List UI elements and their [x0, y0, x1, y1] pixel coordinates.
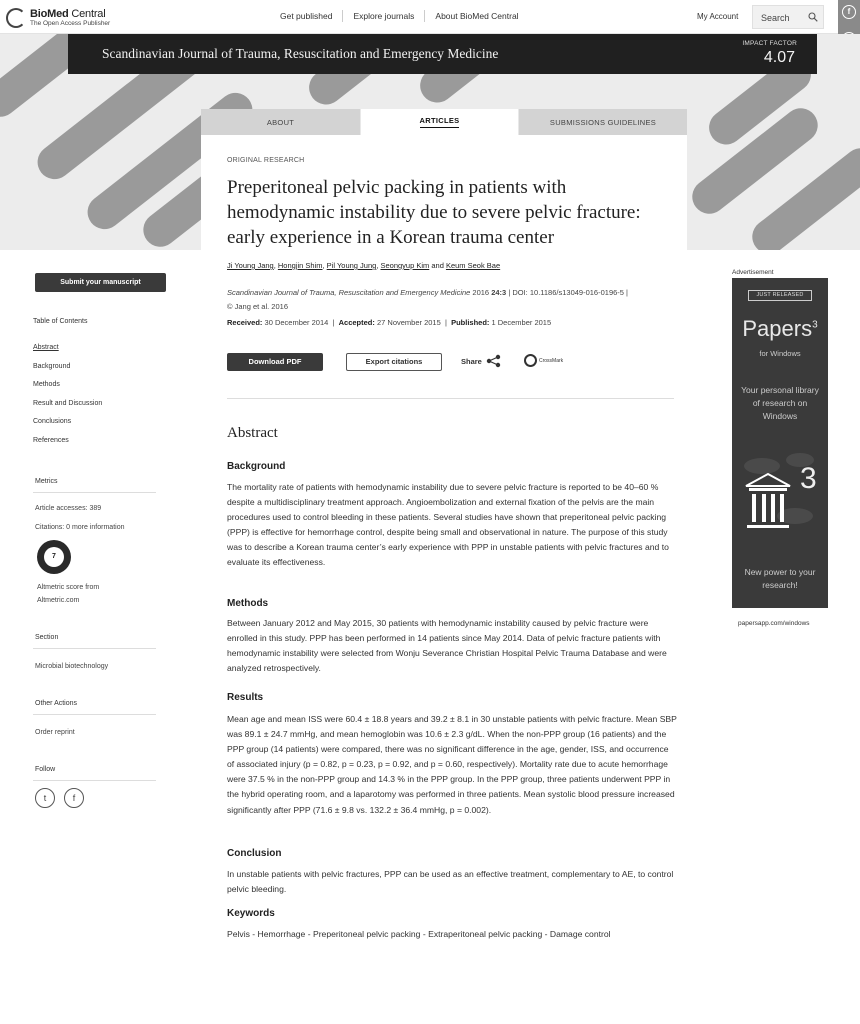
ad-tagline: Your personal library of research on Windows — [741, 385, 819, 421]
biomed-central-logo[interactable] — [6, 7, 110, 29]
export-citations-button[interactable]: Export citations — [346, 353, 442, 371]
journal-title[interactable]: Scandinavian Journal of Trauma, Resuscitation and Emergency Medicine — [102, 46, 499, 61]
twitter-icon[interactable]: t — [35, 788, 55, 808]
methods-heading: Methods — [227, 598, 269, 609]
copyright: © Jang et al. 2016 — [227, 302, 288, 311]
metrics-heading: Metrics — [35, 478, 58, 485]
citations-link[interactable]: Citations: 0 more information — [35, 524, 125, 531]
svg-text:3: 3 — [800, 462, 817, 495]
tab-articles[interactable]: ARTICLES — [361, 109, 519, 135]
submit-manuscript-button[interactable]: Submit your manuscript — [35, 273, 166, 292]
altmetric-score: 7 — [44, 547, 64, 567]
follow-heading: Follow — [35, 766, 56, 773]
divider — [33, 714, 156, 715]
altmetric-badge[interactable] — [37, 540, 71, 574]
article-dates: Received: 30 December 2014 | Accepted: 27 November 2015 | Published: 1 December 2015 — [227, 318, 552, 327]
altmetric-label: Altmetric score from — [37, 584, 100, 591]
papers-advertisement[interactable] — [732, 278, 828, 608]
article-type: ORIGINAL RESEARCH — [227, 157, 305, 164]
section-link[interactable]: Microbial biotechnology — [35, 663, 109, 670]
altmetric-link[interactable]: Altmetric.com — [37, 597, 80, 604]
nav-about[interactable]: About BioMed Central — [424, 10, 528, 22]
share-icon[interactable] — [486, 354, 502, 368]
for-windows-label: for Windows — [759, 349, 801, 358]
facebook-icon[interactable]: f — [64, 788, 84, 808]
papers-logo: Papers$^3$ — [742, 316, 818, 341]
toc-item-abstract[interactable]: Abstract — [33, 344, 59, 351]
logo-tagline: The Open Access Publisher — [30, 19, 111, 27]
ad-url-link[interactable]: papersapp.com/windows — [738, 620, 810, 627]
logo-icon — [6, 8, 26, 28]
order-reprint-link[interactable]: Order reprint — [35, 729, 75, 736]
toc-item-references[interactable]: References — [33, 437, 69, 444]
crossmark-icon — [524, 354, 537, 367]
citation-line: Scandinavian Journal of Trauma, Resuscitation and Emergency Medicine 2016 24:3 | DOI: 10.1186/s13049-016-0196-5 | © Jang et al. 2016 — [227, 288, 628, 311]
my-account-link[interactable]: My Account — [697, 12, 739, 21]
author-link[interactable]: Keum Seok Bae — [445, 261, 501, 270]
author-list: Ji Young Jang, Hongjin Shim, Pil Young Jung, Seongyup Kim and Keum Seok Bae — [227, 261, 501, 270]
crossmark-badge[interactable]: CrossMark — [524, 354, 563, 367]
ad-bottom-text: New power to your research! — [744, 567, 816, 590]
search-icon — [808, 12, 818, 22]
toc-item-background[interactable]: Background — [33, 363, 71, 370]
toc-title: Table of Contents — [33, 318, 88, 325]
toc-item-methods[interactable]: Methods — [33, 381, 60, 388]
keywords-heading: Keywords — [227, 908, 275, 919]
results-heading: Results — [227, 692, 264, 703]
nav-get-published[interactable]: Get published — [280, 11, 333, 21]
methods-text: Between January 2012 and May 2015, 30 patients with hemodynamic instability caused by pelvic fracture were enrolled in this study. PPP has been performed in 14 patients since May 2014. Data of pelvic fracture patients with hemodynamic instability were selected from Wonju Severance Christian Hospital Pelvic Trauma Database and were analyzed retrospectively. — [227, 618, 667, 674]
divider — [33, 780, 156, 781]
journal-tabs — [201, 109, 687, 135]
tab-about[interactable]: ABOUT — [201, 109, 361, 135]
toc-item-conclusions[interactable]: Conclusions — [33, 418, 72, 425]
journal-bar — [68, 34, 817, 74]
logo-brand: BioMed Central — [30, 7, 106, 20]
background-text: The mortality rate of patients with hemodynamic instability due to severe pelvic fracture is reported to be 40–60 % despite a multidisciplinary treatment approach. Angioembolization and external fixation of the pelvis are the main procedures used to control bleeding in these patients. Several studies have shown that preperitoneal pelvic packing (PPP) is effective for hemorrhage control, despite being small and observational in nature. The purpose of this study was to describe a Korean trauma center’s early experience with PPP in unstable patients with pelvic fractures and to evaluate its effectiveness. — [227, 482, 669, 568]
nav-explore-journals[interactable]: Explore journals — [342, 10, 424, 22]
keywords-text: Pelvis - Hemorrhage - Preperitoneal pelvic packing - Extraperitoneal pelvic packing - Damage control — [227, 929, 611, 939]
abstract-heading: Abstract — [227, 425, 278, 441]
divider — [33, 648, 156, 649]
tab-submission-guidelines[interactable]: SUBMISSIONS GUIDELINES — [519, 109, 687, 135]
article-accesses: Article accesses: 389 — [35, 505, 102, 512]
top-bar — [0, 0, 838, 34]
conclusion-heading: Conclusion — [227, 848, 282, 859]
library-cloud-icon — [740, 446, 822, 546]
share-button[interactable]: Share — [461, 357, 482, 366]
divider — [227, 398, 674, 399]
just-released-badge: JUST RELEASED — [748, 290, 812, 301]
search-button[interactable] — [752, 5, 824, 29]
background-heading: Background — [227, 461, 286, 472]
article-title: Preperitoneal pelvic packing in patients with hemodynamic instability due to severe pelvic fracture: early experience in a Korean trauma center — [227, 177, 641, 248]
divider — [33, 492, 156, 493]
impact-factor-value: 4.07 — [763, 49, 795, 66]
author-link[interactable]: Hongjin Shim — [277, 261, 323, 270]
impact-factor-label: IMPACT FACTOR — [742, 40, 797, 47]
section-heading: Section — [35, 634, 59, 641]
results-text: Mean age and mean ISS were 60.4 ± 18.8 years and 39.2 ± 8.1 in 30 unstable patients with pelvic fracture. Mean SBP was 89.1 ± 24.7 mmHg, and mean hemoglobin was 10.6 ± 2.3 g/dL. When the non-PPP group (16 patients) and the PPP group (14 patients) were compared, there was no significant difference in the age, gender, ISS, and occurrence of associated injury (p = 0.82, p = 0.23, p = 0.92, and p = 0.60, respectively). Mortality rate due to acute hemorrhage were 37.5 % in the non-PPP group and 14.3 % in the PPP group. In the PPP group, three patients underwent PPP in the hybrid operating room, and a laparotomy was performed in three patients. Mean systolic blood pressure increased significantly after PPP (71.6 ± 9.8 vs. 132.2 ± 36.4 mmHg, p = 0.002). — [227, 714, 677, 815]
advertisement-label: Advertisement — [732, 269, 774, 276]
toc-item-results[interactable]: Result and Discussion — [33, 400, 103, 407]
author-link[interactable]: Ji Young Jang — [227, 261, 274, 270]
author-link[interactable]: Seongyup Kim — [380, 261, 430, 270]
author-link[interactable]: Pil Young Jung — [326, 261, 377, 270]
main-nav — [270, 10, 529, 22]
facebook-icon[interactable]: f — [842, 5, 856, 19]
download-pdf-button[interactable]: Download PDF — [227, 353, 323, 371]
search-label: Search — [761, 13, 790, 23]
other-actions-heading: Other Actions — [35, 700, 78, 707]
conclusion-text: In unstable patients with pelvic fractures, PPP can be used as an effective treatment, complementary to AE, to control pelvic bleeding. — [227, 869, 674, 895]
